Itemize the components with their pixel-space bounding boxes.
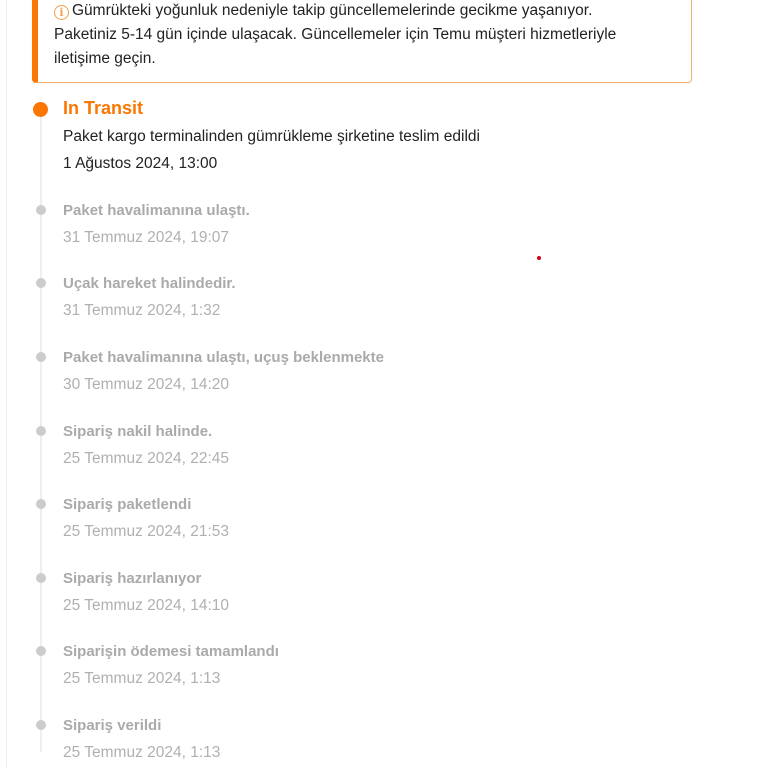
timeline-dot-icon (36, 352, 46, 362)
event-time: 31 Temmuz 2024, 19:07 (63, 229, 230, 246)
current-status-time: 1 Ağustos 2024, 13:00 (63, 155, 218, 172)
event-time: 25 Temmuz 2024, 21:53 (63, 523, 230, 540)
info-icon: i (54, 5, 69, 20)
event-time: 25 Temmuz 2024, 1:13 (63, 744, 221, 761)
event-title: Siparişin ödemesi tamamlandı (63, 643, 279, 660)
timeline-dot-icon (36, 646, 46, 656)
notice-line-1: i Gümrükteki yoğunluk nedeniyle takip güncellemelerinde gecikme yaşanıyor. (54, 0, 677, 23)
event-title: Paket havalimanına ulaştı. (63, 202, 250, 219)
timeline-dot-icon (36, 720, 46, 730)
timeline-dot-icon (36, 278, 46, 288)
timeline-dot-icon (36, 426, 46, 436)
notice-line-3: iletişime geçin. (54, 50, 156, 67)
timeline-dot-icon (36, 205, 46, 215)
event-time: 25 Temmuz 2024, 22:45 (63, 450, 230, 467)
timeline-dot-icon (36, 573, 46, 583)
event-title: Sipariş nakil halinde. (63, 423, 213, 440)
event-title: Uçak hareket halindedir. (63, 275, 236, 292)
event-title: Sipariş paketlendi (63, 496, 192, 513)
timeline-dot-icon (36, 499, 46, 509)
current-status-description: Paket kargo terminalinden gümrükleme şirketine teslim edildi (63, 128, 480, 145)
current-status-label: In Transit (63, 98, 144, 118)
event-time: 30 Temmuz 2024, 14:20 (63, 376, 230, 393)
event-title: Sipariş hazırlanıyor (63, 570, 202, 587)
delay-notice-banner (32, 0, 692, 83)
event-title: Paket havalimanına ulaştı, uçuş beklenmekte (63, 349, 384, 366)
event-time: 31 Temmuz 2024, 1:32 (63, 302, 221, 319)
notice-line-2: Paketiniz 5-14 gün içinde ulaşacak. Güncellemeler için Temu müşteri hizmetleriyle (54, 26, 617, 43)
event-title: Sipariş verildi (63, 717, 162, 734)
event-time: 25 Temmuz 2024, 1:13 (63, 670, 221, 687)
cursor-marker (537, 256, 541, 260)
page-border (6, 0, 7, 768)
timeline-dot-active-icon (33, 102, 48, 117)
event-time: 25 Temmuz 2024, 14:10 (63, 597, 230, 614)
